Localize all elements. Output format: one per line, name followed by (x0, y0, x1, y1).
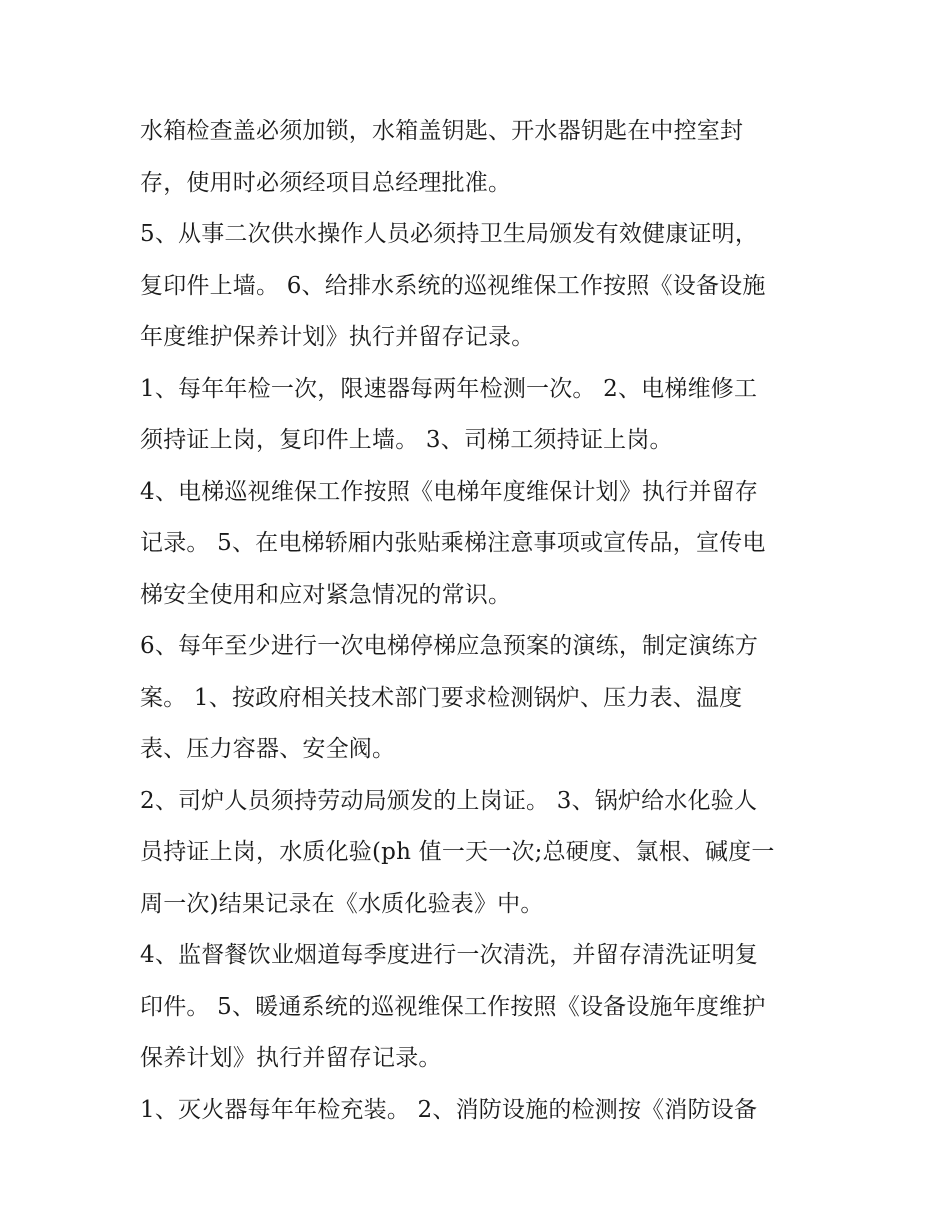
paragraph-elevator-maintenance (140, 467, 820, 622)
paragraph-elevator-drill (140, 621, 820, 776)
text-line: 周一次)结果记录在《水质化验表》中。 (140, 890, 544, 917)
text-line: 1、灭火器每年年检充装。 2、消防设施的检测按《消防设备 (140, 1096, 758, 1123)
text-line: 2、司炉人员须持劳动局颁发的上岗证。 3、锅炉给水化验人 (140, 787, 758, 814)
text-line: 复印件上墙。 6、给排水系统的巡视维保工作按照《设备设施 (140, 272, 766, 299)
text-line: 员持证上岗，水质化验(ph 值一天一次;总硬度、氯根、碱度一 (140, 839, 775, 865)
text-line: 5、从事二次供水操作人员必须持卫生局颁发有效健康证明， (140, 221, 759, 247)
text-line: 案。 1、按政府相关技术部门要求检测锅炉、压力表、温度 (140, 684, 743, 711)
text-line: 1、每年年检一次，限速器每两年检测一次。 2、电梯维修工 (140, 375, 758, 402)
text-line: 印件。 5、暖通系统的巡视维保工作按照《设备设施年度维护 (140, 993, 766, 1020)
text-line: 表、压力容器、安全阀。 (140, 736, 396, 762)
text-line: 存，使用时必须经项目总经理批准。 (140, 169, 512, 196)
text-line: 保养计划》执行并留存记录。 (140, 1045, 442, 1071)
paragraph-boiler (140, 776, 820, 931)
text-line: 6、每年至少进行一次电梯停梯应急预案的演练，制定演练方 (140, 633, 759, 659)
document-body (140, 106, 820, 1136)
paragraph-fire-safety (140, 1085, 820, 1137)
paragraph-water-tank (140, 106, 820, 209)
text-line: 4、电梯巡视维保工作按照《电梯年度维保计划》执行并留存 (140, 478, 759, 505)
text-line: 年度维护保养计划》执行并留存记录。 (140, 324, 535, 350)
paragraph-elevator-inspection (140, 364, 820, 467)
text-line: 水箱检查盖必须加锁，水箱盖钥匙、开水器钥匙在中控室封 (140, 118, 744, 144)
text-line: 梯安全使用和应对紧急情况的常识。 (140, 581, 512, 608)
text-line: 4、监督餐饮业烟道每季度进行一次清洗，并留存清洗证明复 (140, 942, 759, 968)
paragraph-water-supply (140, 209, 820, 364)
paragraph-hvac (140, 930, 820, 1085)
text-line: 记录。 5、在电梯轿厢内张贴乘梯注意事项或宣传品，宣传电 (140, 530, 766, 556)
text-line: 须持证上岗，复印件上墙。 3、司梯工须持证上岗。 (140, 427, 673, 453)
